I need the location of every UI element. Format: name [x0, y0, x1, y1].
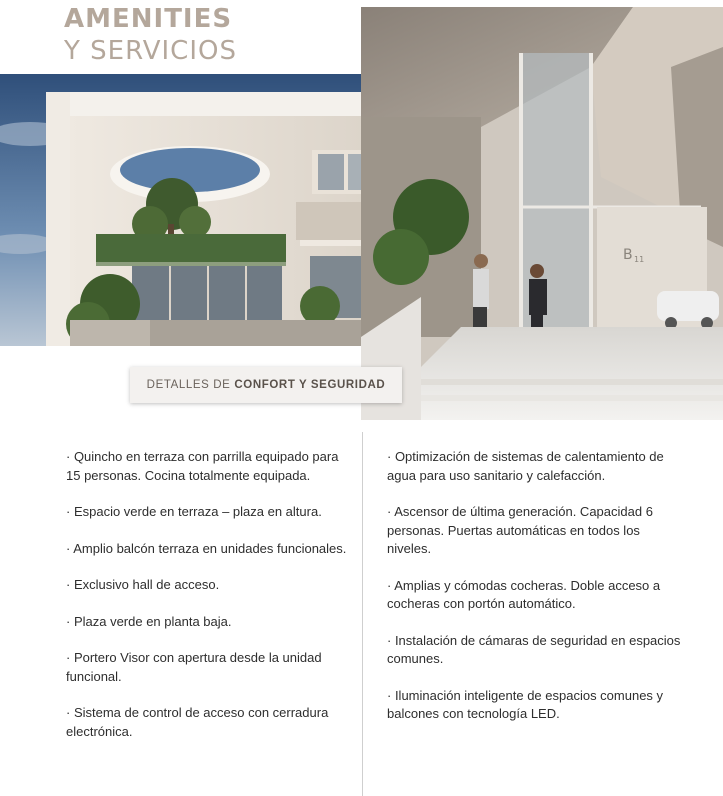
list-item: · Amplias y cómodas cocheras. Doble acceso a cocheras con portón automático. [387, 577, 661, 611]
column-divider [362, 432, 363, 796]
list-item: · Instalación de cámaras de seguridad en espacios comunes. [387, 632, 681, 666]
lobby-render-image [361, 7, 723, 420]
list-item: · Ascensor de última generación. Capacidad 6 personas. Puertas automáticas en todos los niveles. [387, 504, 653, 556]
banner-prefix: DETALLES DE [146, 379, 231, 391]
amenities-list-right [387, 448, 687, 742]
list-item: · Sistema de control de acceso con cerradura electrónica. [66, 705, 329, 739]
svg-text:B: B [623, 247, 633, 263]
banner-highlight: CONFORT Y SEGURIDAD [234, 379, 386, 391]
page-subtitle: Y SERVICIOS [64, 36, 237, 66]
svg-text:11: 11 [634, 255, 645, 264]
amenities-list-left [66, 448, 352, 759]
list-item: · Optimización de sistemas de calentamiento de agua para uso sanitario y calefacción. [387, 449, 664, 483]
list-item: · Portero Visor con apertura desde la unidad funcional. [66, 650, 322, 684]
list-item: · Quincho en terraza con parrilla equipado para 15 personas. Cocina totalmente equipada. [66, 449, 339, 483]
list-item: · Exclusivo hall de acceso. [66, 577, 220, 592]
title-block [0, 0, 360, 74]
list-item: · Iluminación inteligente de espacios comunes y balcones con tecnología LED. [387, 687, 664, 721]
list-item: · Amplio balcón terraza en unidades funcionales. [66, 540, 347, 556]
list-item: · Plaza verde en planta baja. [66, 613, 232, 629]
page-title: AMENITIES [64, 4, 233, 34]
terrace-render-image [0, 74, 414, 346]
list-item: · Espacio verde en terraza – plaza en altura. [66, 504, 322, 519]
details-banner [130, 367, 402, 403]
